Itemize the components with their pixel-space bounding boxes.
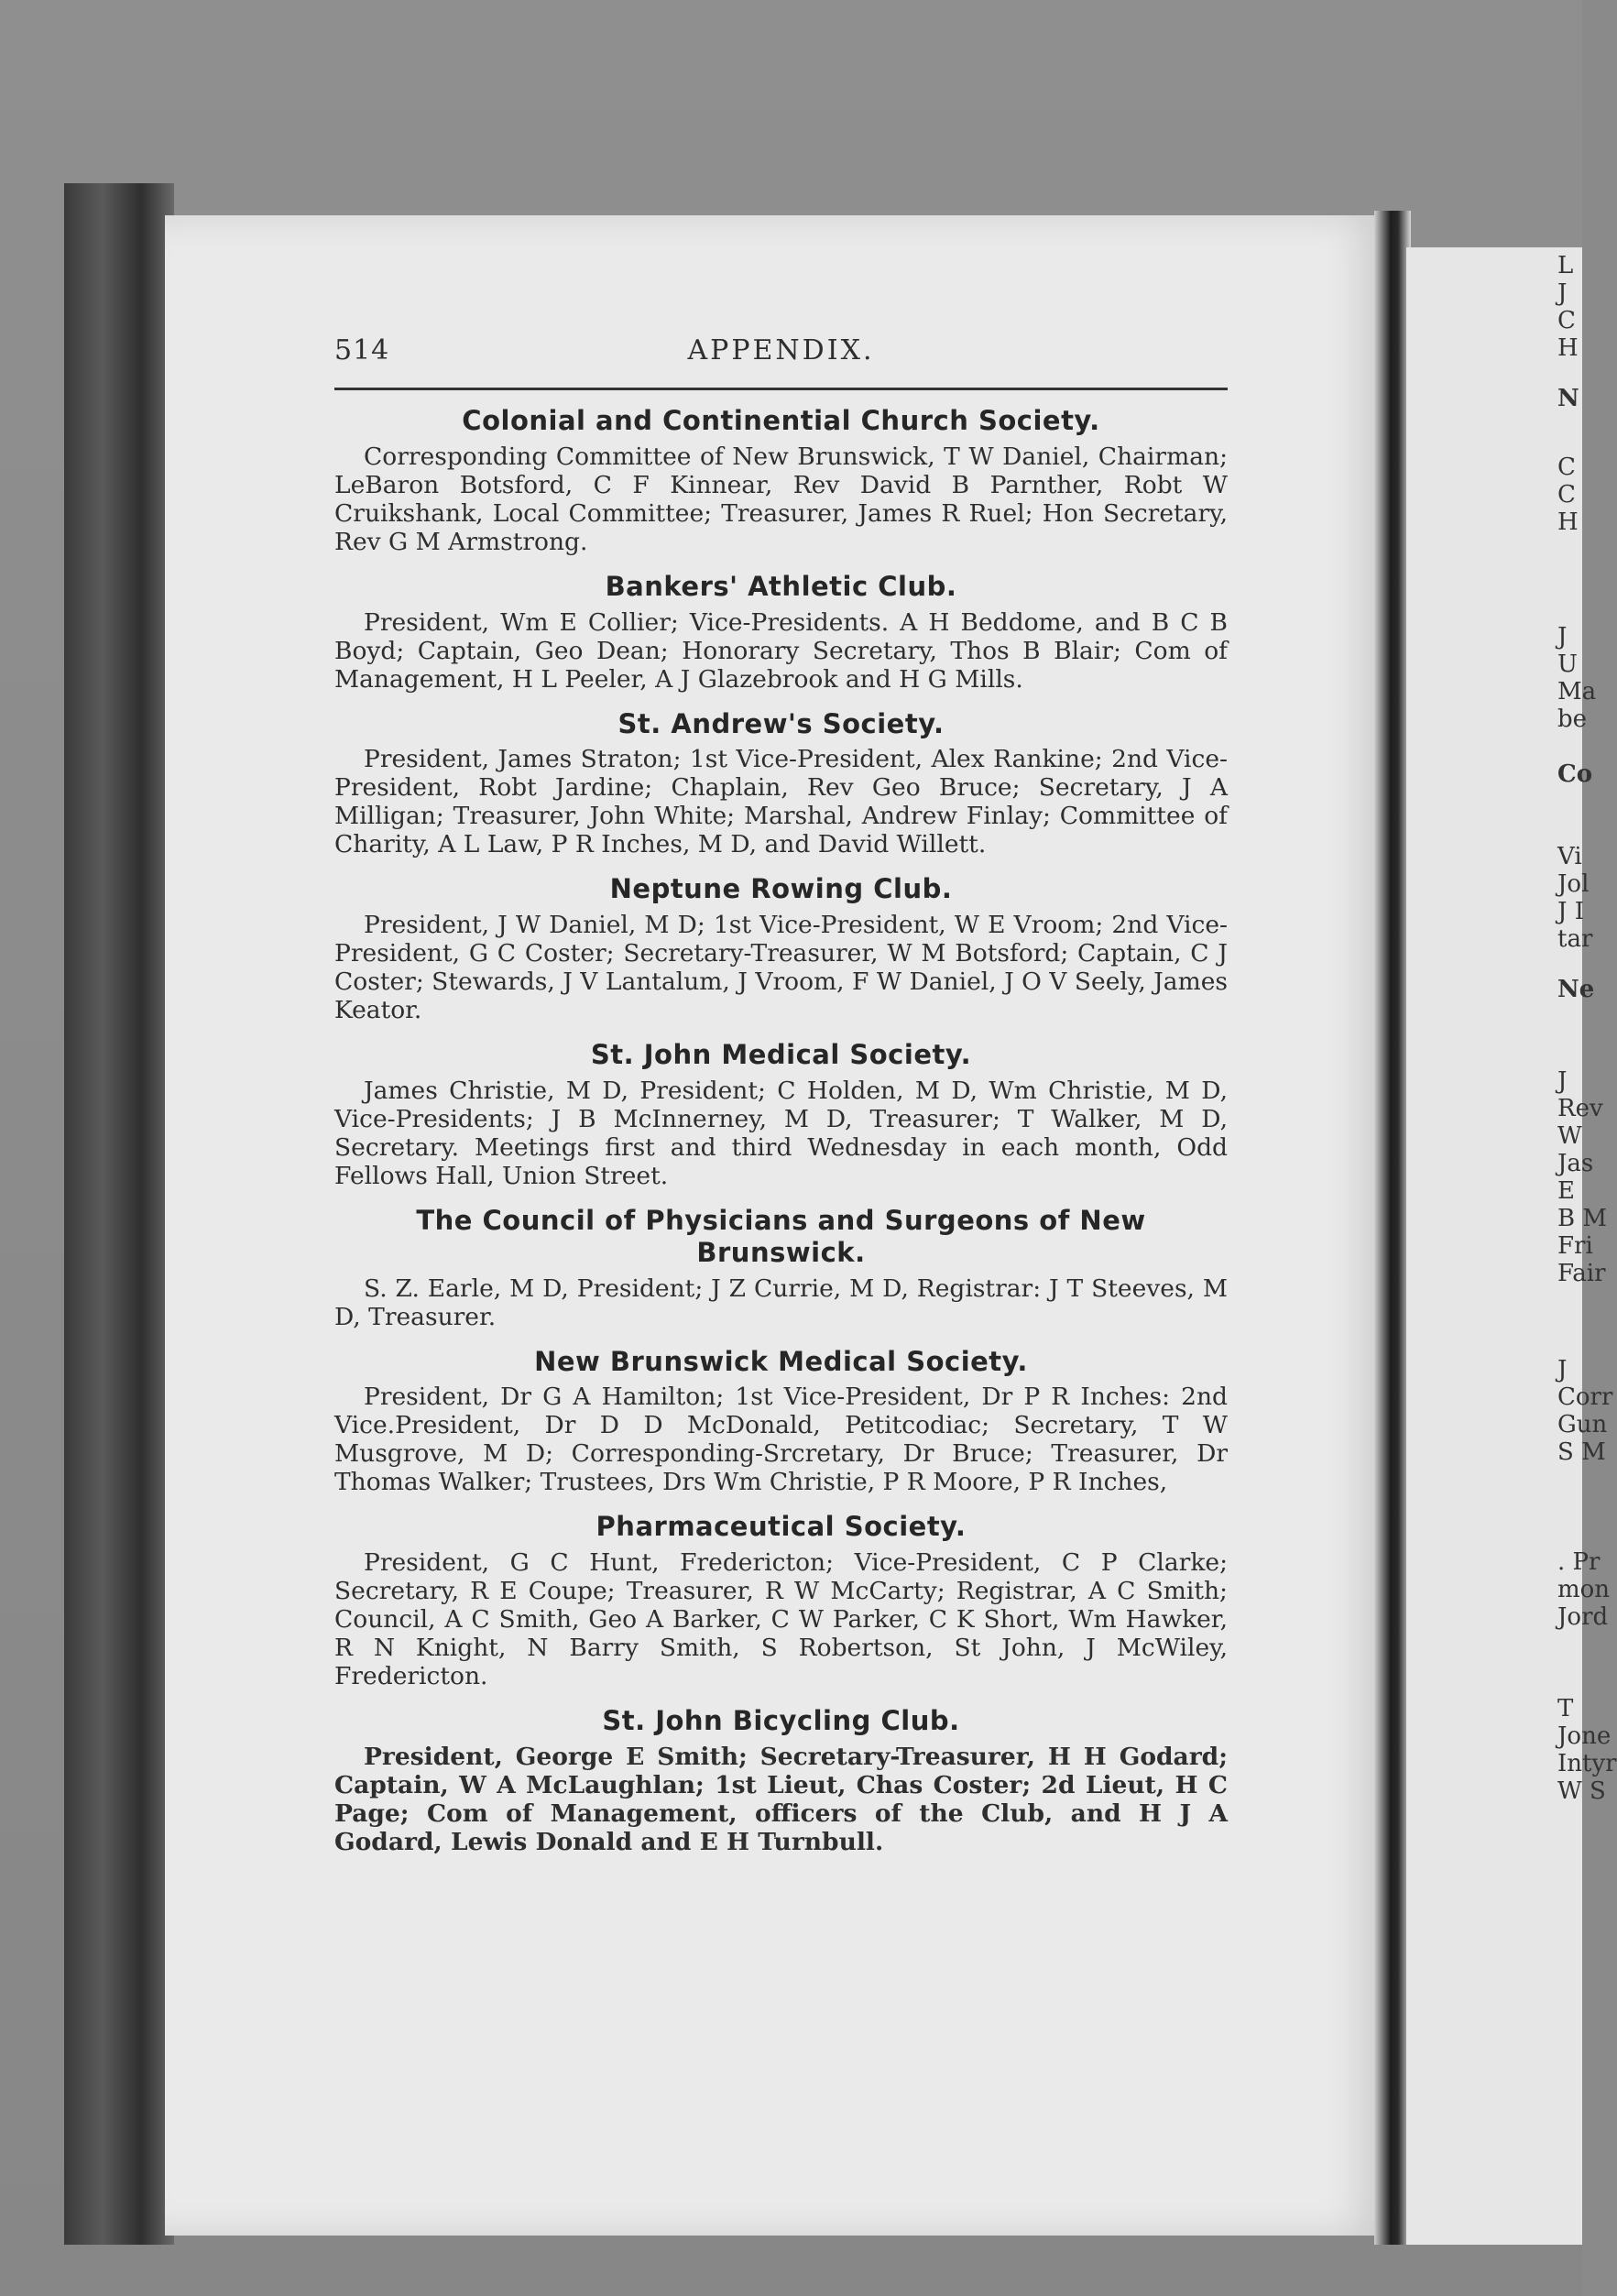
facing-page-fragment: Ma xyxy=(1557,678,1597,705)
facing-page-fragment: W xyxy=(1557,1122,1582,1150)
society-entry xyxy=(334,1511,1228,1690)
society-entry xyxy=(334,571,1228,694)
entry-title: St. Andrew's Society. xyxy=(617,707,945,739)
entry-title: Colonial and Continential Church Society. xyxy=(462,405,1100,436)
facing-page-fragment: B M xyxy=(1557,1205,1607,1232)
facing-page-fragment: T xyxy=(1557,1695,1574,1722)
facing-page-fragment: tar xyxy=(1557,925,1593,953)
facing-page-fragment: C xyxy=(1557,454,1576,481)
entry-body: James Christie, M D, President; C Holden, M D, Wm Christie, M D, Vice-Presidents; J B McInnerney, M D, Treasurer; T Walker, M D, Secretary. Meetings first and third Wednesday in each month, Odd Fellows Hall, Union Street. xyxy=(334,1076,1228,1190)
facing-page-fragment: H xyxy=(1557,508,1579,536)
facing-page-fragment: Jol xyxy=(1557,870,1590,898)
entry-body: Corresponding Committee of New Brunswick, T W Daniel, Chairman; LeBaron Botsford, C F Kinnear, Rev David B Parnther, Robt W Cruikshank, Local Committee; Treasurer, James R Ruel; Hon Secretary, Rev G M Armstrong. xyxy=(334,442,1228,556)
entry-body: President, Dr G A Hamilton; 1st Vice-President, Dr P R Inches: 2nd Vice.President, Dr D D McDonald, Petitcodiac; Secretary, T W Musgrove, M D; Corresponding-Srcretary, Dr Bruce; Treasurer, Dr Thomas Walker; Trustees, Drs Wm Christie, P R Moore, P R Inches, xyxy=(334,1383,1228,1497)
entry-body: President, J W Daniel, M D; 1st Vice-President, W E Vroom; 2nd Vice-President, G C Coster; Secretary-Treasurer, W M Botsford; Captain, C J Coster; Stewards, J V Lantalum, J Vroom, F W Daniel, J O V Seely, James Keator. xyxy=(334,911,1228,1025)
society-entry xyxy=(334,1039,1228,1190)
entry-body: President, Wm E Collier; Vice-Presidents. A H Beddome, and B C B Boyd; Captain, Geo Dean; Honorary Secretary, Thos B Blair; Com of Management, H L Peeler, A J Glazebrook and H G Mills. xyxy=(334,607,1228,694)
facing-page-fragment: S M xyxy=(1557,1438,1606,1466)
facing-page-fragment: . Pr xyxy=(1557,1548,1601,1576)
entry-body: President, G C Hunt, Fredericton; Vice-President, C P Clarke; Secretary, R E Coupe; Treasurer, R W McCarty; Registrar, A C Smith; Council, A C Smith, Geo A Barker, C W Parker, C K Short, Wm Hawker, R N Knight, N Barry Smith, S Robertson, St John, J McWiley, Fredericton. xyxy=(334,1548,1228,1691)
facing-page-fragment: H xyxy=(1557,334,1579,362)
book-page-edges xyxy=(64,183,174,2245)
facing-page xyxy=(1406,247,1617,2245)
entry-title: Pharmaceutical Society. xyxy=(595,1511,967,1543)
entry-title: St. John Medical Society. xyxy=(590,1039,972,1071)
facing-page-fragment: Fri xyxy=(1557,1232,1593,1260)
facing-page-fragment: Co xyxy=(1557,760,1593,788)
society-entry xyxy=(334,873,1228,1024)
facing-page-fragment: N xyxy=(1557,385,1579,412)
facing-page-fragment: Jord xyxy=(1557,1603,1609,1631)
facing-page-fragment: Jone xyxy=(1557,1722,1612,1750)
facing-page-fragment: Rev xyxy=(1557,1095,1603,1122)
entry-title: Bankers' Athletic Club. xyxy=(605,570,957,602)
page-content xyxy=(334,334,1228,1871)
running-head: APPENDIX. xyxy=(687,334,875,366)
facing-page-fragment: J xyxy=(1557,1356,1568,1383)
entry-body: President, James Straton; 1st Vice-President, Alex Rankine; 2nd Vice-President, Robt Jardine; Chaplain, Rev Geo Bruce; Secretary, J A Milligan; Treasurer, John White; Marshal, Andrew Finlay; Committee of Charity, A L Law, P R Inches, M D, and David Willett. xyxy=(334,745,1228,859)
facing-page-fragment: J xyxy=(1557,279,1568,307)
entry-body: S. Z. Earle, M D, President; J Z Currie, M D, Registrar: J T Steeves, M D, Treasurer. xyxy=(334,1274,1228,1331)
entry-body: President, George E Smith; Secretary-Treasurer, H H Godard; Captain, W A McLaughlan; 1st Lieut, Chas Coster; 2d Lieut, H C Page; Com of Management, officers of the Club, and H J A Godard, Lewis Donald and E H Turnbull. xyxy=(334,1742,1228,1856)
society-entry xyxy=(334,1205,1228,1331)
society-entry xyxy=(334,1705,1228,1856)
page-number: 514 xyxy=(334,334,390,366)
facing-page-fragment: L xyxy=(1557,252,1574,279)
book-gutter xyxy=(1374,211,1411,2245)
facing-page-fragment: Gun xyxy=(1557,1411,1608,1438)
facing-page-fragment: E xyxy=(1557,1177,1575,1205)
facing-page-fragment: Vi xyxy=(1557,843,1582,870)
facing-page-fragment: C xyxy=(1557,481,1576,508)
facing-page-fragment: Ne xyxy=(1557,976,1595,1003)
facing-page-fragment: Jas xyxy=(1557,1150,1594,1177)
facing-page-fragment: W S xyxy=(1557,1777,1606,1805)
entry-title: St. John Bicycling Club. xyxy=(602,1705,960,1737)
facing-page-fragment: mon xyxy=(1557,1576,1611,1603)
society-entry xyxy=(334,405,1228,556)
facing-page-fragment: U xyxy=(1557,651,1578,678)
facing-page-fragment: be xyxy=(1557,705,1588,733)
facing-page-fragment: J xyxy=(1557,1067,1568,1095)
society-entry xyxy=(334,1346,1228,1497)
facing-page-fragment: Intyr xyxy=(1557,1750,1617,1777)
page-header xyxy=(334,334,1228,380)
entry-title: New Brunswick Medical Society. xyxy=(534,1345,1028,1377)
entry-title: The Council of Physicians and Surgeons of New Brunswick. xyxy=(416,1204,1146,1268)
society-entry xyxy=(334,708,1228,859)
facing-page-fragment: J xyxy=(1557,623,1568,651)
facing-page-fragment: Corr xyxy=(1557,1383,1613,1411)
facing-page-fragment: C xyxy=(1557,307,1576,334)
entry-title: Neptune Rowing Club. xyxy=(609,873,953,905)
facing-page-fragment: Fair xyxy=(1557,1260,1606,1287)
facing-page-fragment: J I xyxy=(1557,898,1584,925)
header-rule xyxy=(334,388,1228,390)
